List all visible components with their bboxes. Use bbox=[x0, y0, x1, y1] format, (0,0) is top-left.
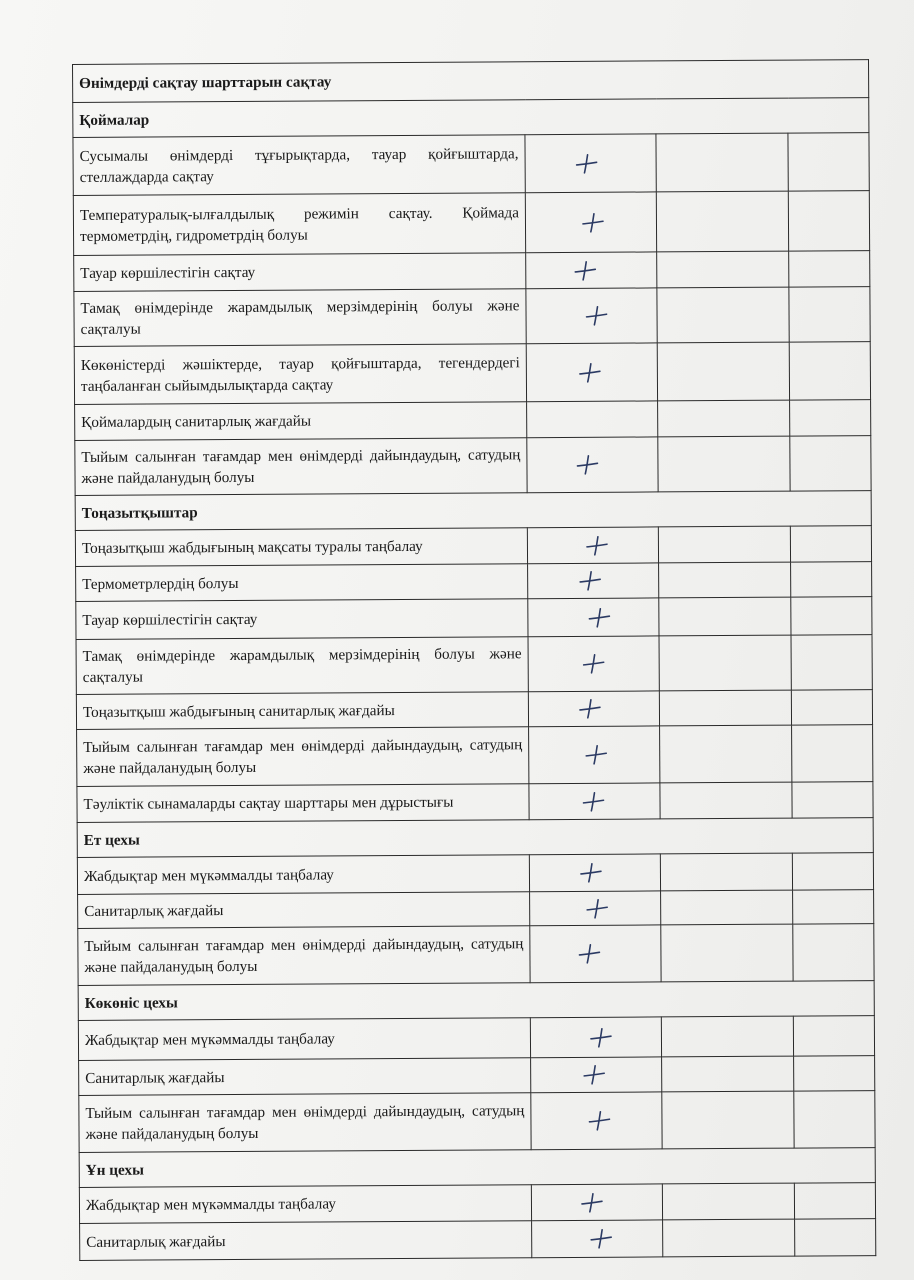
criterion-text: Тауар көршілестігін сақтау bbox=[76, 599, 528, 640]
handwritten-plus-icon bbox=[574, 453, 600, 477]
criterion-text: Қоймалардың санитарлық жағдайы bbox=[75, 402, 527, 441]
empty-cell bbox=[659, 562, 791, 598]
criterion-text: Тыйым салынған тағамдар мен өнімдерді дайындаудың, сатудың және пайдаланудың болуы bbox=[78, 926, 530, 986]
section-heading: Ұн цехы bbox=[79, 1148, 875, 1188]
table-row bbox=[74, 287, 870, 347]
handwritten-plus-icon bbox=[584, 896, 610, 920]
handwritten-plus-icon bbox=[580, 210, 606, 234]
empty-cell bbox=[658, 436, 790, 492]
empty-cell bbox=[659, 690, 791, 726]
empty-cell bbox=[789, 251, 870, 287]
empty-cell bbox=[792, 853, 873, 890]
handwritten-plus-icon bbox=[586, 1109, 612, 1133]
check-mark-cell bbox=[527, 527, 658, 564]
criterion-text: Температуралық-ылғалдылық режимін сақтау. Қоймада термометрдің, гидрометрдің болуы bbox=[73, 193, 525, 256]
section-header-row bbox=[78, 981, 874, 1021]
handwritten-plus-icon bbox=[580, 789, 606, 813]
check-mark-cell bbox=[528, 598, 659, 637]
criterion-text: Санитарлық жағдайы bbox=[80, 1221, 532, 1261]
criterion-text: Тыйым салынған тағамдар мен өнімдерді дайындаудың, сатудың және пайдаланудың болуы bbox=[79, 1093, 531, 1153]
check-mark-cell bbox=[528, 636, 659, 692]
handwritten-plus-icon bbox=[588, 1025, 614, 1049]
empty-cell bbox=[792, 782, 873, 818]
check-mark-cell bbox=[526, 288, 657, 344]
handwritten-plus-icon bbox=[579, 1190, 605, 1214]
empty-cell bbox=[657, 342, 789, 401]
check-mark-cell bbox=[529, 726, 660, 784]
check-mark-cell bbox=[525, 134, 656, 193]
table-row bbox=[74, 251, 870, 292]
handwritten-plus-icon bbox=[581, 1063, 607, 1087]
empty-cell bbox=[662, 1056, 794, 1092]
section-heading: Қоймалар bbox=[73, 98, 869, 138]
criterion-text: Тыйым салынған тағамдар мен өнімдерді дайындаудың, сатудың және пайдаланудың болуы bbox=[77, 727, 529, 787]
empty-cell bbox=[794, 1056, 875, 1091]
check-mark-cell bbox=[531, 1092, 662, 1150]
table-row bbox=[76, 562, 872, 602]
empty-cell bbox=[793, 924, 874, 981]
section-heading: Көкөніс цехы bbox=[78, 981, 874, 1021]
empty-cell bbox=[659, 635, 791, 691]
empty-cell bbox=[789, 342, 870, 400]
handwritten-plus-icon bbox=[574, 151, 600, 175]
criterion-text: Тоңазытқыш жабдығының мақсаты туралы таңбалау bbox=[75, 528, 527, 567]
handwritten-plus-icon bbox=[576, 942, 602, 966]
handwritten-plus-icon bbox=[572, 258, 598, 282]
criterion-text: Термометрлердің болуы bbox=[76, 564, 528, 602]
check-mark-cell bbox=[530, 1017, 661, 1058]
table-row bbox=[77, 725, 873, 787]
empty-cell bbox=[661, 890, 793, 925]
check-mark-cell bbox=[529, 854, 660, 892]
checklist-table bbox=[72, 59, 876, 1261]
criterion-text: Санитарлық жағдайы bbox=[79, 1058, 531, 1096]
check-mark-cell bbox=[527, 437, 658, 493]
check-mark-cell bbox=[525, 192, 656, 253]
empty-cell bbox=[662, 1183, 794, 1220]
empty-cell bbox=[794, 1091, 875, 1148]
empty-cell bbox=[788, 191, 869, 251]
check-mark-cell bbox=[531, 1057, 662, 1093]
title-row bbox=[73, 60, 869, 103]
section-header-row bbox=[73, 98, 869, 138]
empty-cell bbox=[660, 725, 792, 783]
empty-cell bbox=[663, 1219, 795, 1257]
empty-cell bbox=[793, 1016, 874, 1056]
criterion-text: Жабдықтар мен мүкәммалды таңбалау bbox=[79, 1185, 531, 1224]
empty-cell bbox=[658, 400, 790, 437]
section-heading: Тоңазытқыштар bbox=[75, 491, 871, 531]
section-heading: Ет цехы bbox=[77, 818, 873, 858]
check-mark-cell bbox=[529, 783, 660, 820]
handwritten-plus-icon bbox=[583, 304, 609, 328]
empty-cell bbox=[791, 635, 872, 690]
empty-cell bbox=[789, 287, 870, 342]
empty-cell bbox=[661, 1016, 793, 1057]
empty-cell bbox=[662, 1091, 794, 1149]
criterion-text: Тәуліктік сынамаларды сақтау шарттары мен дұрыстығы bbox=[77, 784, 529, 823]
handwritten-plus-icon bbox=[586, 605, 612, 629]
table-row bbox=[75, 436, 871, 496]
empty-cell bbox=[660, 853, 792, 891]
handwritten-plus-icon bbox=[578, 861, 604, 885]
table-row bbox=[75, 400, 871, 441]
table-row bbox=[77, 782, 873, 823]
criterion-text: Көкөністерді жәшіктерде, тауар қойғыштарда, тегендердегі таңбаланған сыйымдылықтарда сақтау bbox=[74, 344, 526, 405]
table-title: Өнімдерді сақтау шарттарын сақтау bbox=[73, 60, 869, 103]
handwritten-plus-icon bbox=[581, 652, 607, 676]
empty-cell bbox=[657, 251, 789, 288]
empty-cell bbox=[792, 725, 873, 782]
section-header-row bbox=[77, 818, 873, 858]
empty-cell bbox=[657, 287, 789, 343]
empty-cell bbox=[795, 1219, 876, 1256]
table-row bbox=[80, 1219, 876, 1261]
criterion-text: Сусымалы өнімдерді тұғырықтарда, тауар қойғыштарда, стеллаждарда сақтау bbox=[73, 135, 525, 196]
criterion-text: Тауар көршілестігін сақтау bbox=[74, 253, 526, 292]
empty-cell bbox=[794, 1183, 875, 1219]
check-mark-cell bbox=[527, 401, 658, 438]
empty-cell bbox=[658, 526, 790, 563]
empty-cell bbox=[790, 400, 871, 436]
table-row bbox=[76, 690, 872, 730]
check-mark-cell bbox=[530, 925, 661, 983]
empty-cell bbox=[656, 191, 788, 252]
empty-cell bbox=[661, 924, 793, 982]
table-row bbox=[73, 191, 869, 256]
criterion-text: Тыйым салынған тағамдар мен өнімдерді дайындаудың, сатудың және пайдаланудың болуы bbox=[75, 438, 527, 496]
table-row bbox=[79, 1056, 875, 1096]
table-row bbox=[78, 924, 874, 986]
empty-cell bbox=[791, 690, 872, 725]
table-row bbox=[79, 1183, 875, 1224]
table-row bbox=[73, 133, 869, 196]
table-row bbox=[74, 342, 870, 405]
handwritten-plus-icon bbox=[588, 1227, 614, 1251]
check-mark-cell bbox=[528, 563, 659, 599]
criterion-text: Тоңазытқыш жабдығының санитарлық жағдайы bbox=[76, 692, 528, 730]
check-mark-cell bbox=[526, 343, 657, 402]
table-row bbox=[78, 890, 874, 929]
table-row bbox=[76, 597, 872, 640]
empty-cell bbox=[790, 526, 871, 562]
empty-cell bbox=[790, 436, 871, 491]
handwritten-plus-icon bbox=[583, 743, 609, 767]
table-row bbox=[78, 1016, 874, 1061]
empty-cell bbox=[659, 597, 791, 636]
handwritten-plus-icon bbox=[577, 697, 603, 721]
handwritten-plus-icon bbox=[584, 533, 610, 557]
empty-cell bbox=[791, 597, 872, 635]
table-row bbox=[77, 853, 873, 895]
empty-cell bbox=[791, 562, 872, 597]
criterion-text: Жабдықтар мен мүкәммалды таңбалау bbox=[77, 855, 529, 895]
empty-cell bbox=[793, 890, 874, 924]
section-header-row bbox=[79, 1148, 875, 1188]
check-mark-cell bbox=[526, 252, 657, 289]
table-row bbox=[76, 635, 872, 695]
check-mark-cell bbox=[528, 691, 659, 727]
check-mark-cell bbox=[531, 1184, 662, 1221]
criterion-text: Тамақ өнімдерінде жарамдылық мерзімдерінің болуы және сақталуы bbox=[74, 289, 526, 347]
table-row bbox=[79, 1091, 875, 1153]
handwritten-plus-icon bbox=[577, 569, 603, 593]
section-header-row bbox=[75, 491, 871, 531]
check-mark-cell bbox=[532, 1220, 663, 1258]
empty-cell bbox=[660, 782, 792, 819]
empty-cell bbox=[788, 133, 869, 191]
handwritten-plus-icon bbox=[577, 360, 603, 384]
criterion-text: Жабдықтар мен мүкәммалды таңбалау bbox=[78, 1018, 530, 1061]
check-mark-cell bbox=[530, 891, 661, 926]
table-row bbox=[75, 526, 871, 567]
criterion-text: Тамақ өнімдерінде жарамдылық мерзімдерінің болуы және сақталуы bbox=[76, 637, 528, 695]
empty-cell bbox=[656, 133, 788, 192]
criterion-text: Санитарлық жағдайы bbox=[78, 892, 530, 929]
